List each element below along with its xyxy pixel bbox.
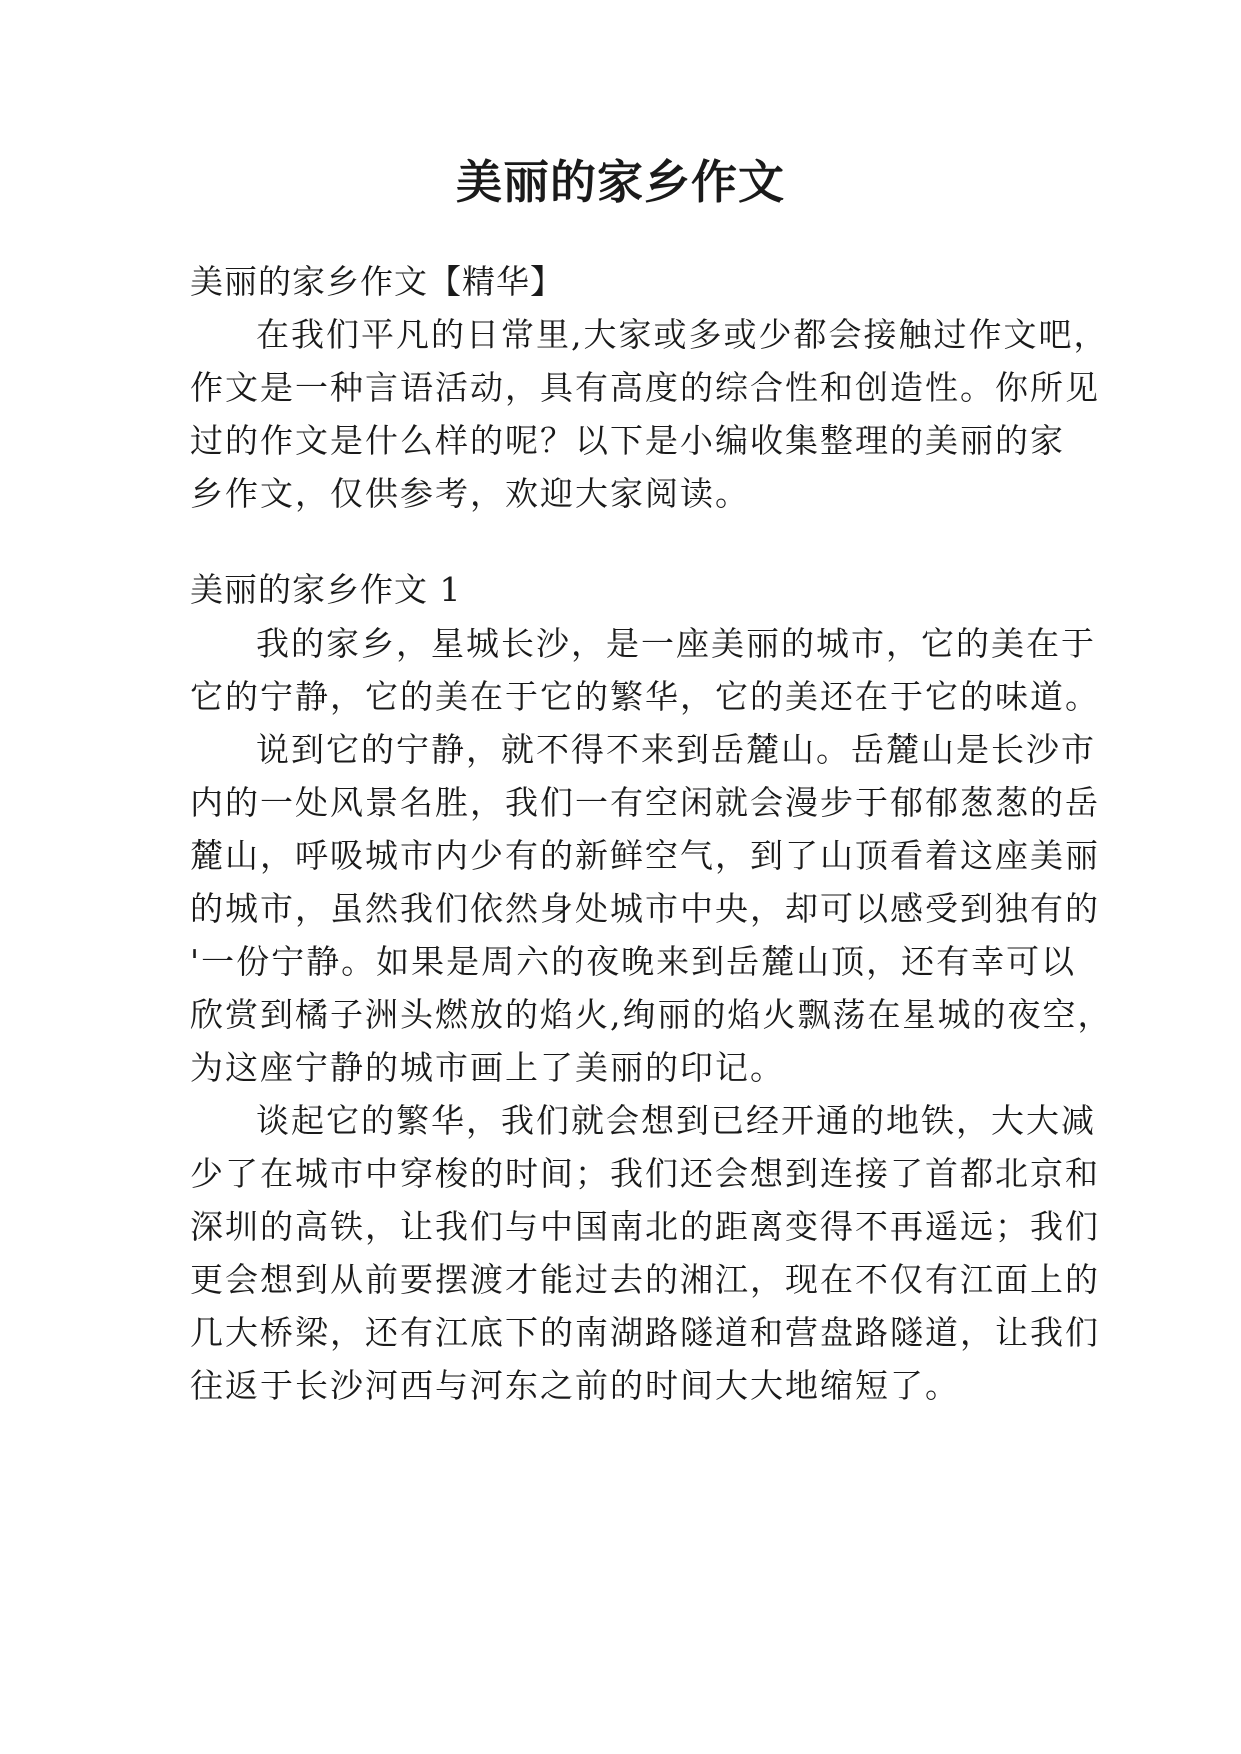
essay-paragraph-line: 几大桥梁，还有江底下的南湖路隧道和营盘路隧道，让我们 bbox=[190, 1313, 1100, 1352]
intro-paragraph-line: 作文是一种言语活动，具有高度的综合性和创造性。你所见 bbox=[190, 368, 1100, 407]
essay-paragraph-line: 深圳的高铁，让我们与中国南北的距离变得不再遥远；我们 bbox=[190, 1207, 1100, 1246]
essay-paragraph-line: 少了在城市中穿梭的时间；我们还会想到连接了首都北京和 bbox=[190, 1154, 1100, 1193]
essay-paragraph-line: 麓山，呼吸城市内少有的新鲜空气，到了山顶看着这座美丽 bbox=[190, 836, 1100, 875]
intro-paragraph-line: 在我们平凡的日常里,大家或多或少都会接触过作文吧， bbox=[256, 315, 1109, 354]
essay-paragraph-line: 内的一处风景名胜，我们一有空闲就会漫步于郁郁葱葱的岳 bbox=[190, 783, 1100, 822]
intro-paragraph-line: 过的作文是什么样的呢？以下是小编收集整理的美丽的家 bbox=[190, 421, 1065, 460]
essay-paragraph-line: 我的家乡，星城长沙，是一座美丽的城市，它的美在于 bbox=[256, 624, 1096, 663]
essay-paragraph-line: 说到它的宁静，就不得不来到岳麓山。岳麓山是长沙市 bbox=[256, 730, 1096, 769]
essay-paragraph-line: 谈起它的繁华，我们就会想到已经开通的地铁，大大减 bbox=[256, 1101, 1096, 1140]
intro-paragraph-line: 乡作文，仅供参考，欢迎大家阅读。 bbox=[190, 474, 750, 513]
essay-paragraph-line: 它的宁静，它的美在于它的繁华，它的美还在于它的味道。 bbox=[190, 677, 1100, 716]
essay-paragraph-line: 欣赏到橘子洲头燃放的焰火,绚丽的焰火飘荡在星城的夜空， bbox=[190, 995, 1113, 1034]
essay-paragraph-line: 为这座宁静的城市画上了美丽的印记。 bbox=[190, 1048, 785, 1087]
document-title: 美丽的家乡作文 bbox=[456, 155, 785, 209]
essay-paragraph-line: 的城市，虽然我们依然身处城市中央，却可以感受到独有的 bbox=[190, 889, 1100, 928]
essay-heading: 美丽的家乡作文 1 bbox=[190, 570, 462, 609]
essay-paragraph-line: 往返于长沙河西与河东之前的时间大大地缩短了。 bbox=[190, 1366, 960, 1405]
essay-paragraph-line: 更会想到从前要摆渡才能过去的湘江，现在不仅有江面上的 bbox=[190, 1260, 1100, 1299]
intro-heading: 美丽的家乡作文【精华】 bbox=[190, 262, 564, 301]
essay-paragraph-line: '一份宁静。如果是周六的夜晚来到岳麓山顶，还有幸可以 bbox=[190, 942, 1077, 981]
